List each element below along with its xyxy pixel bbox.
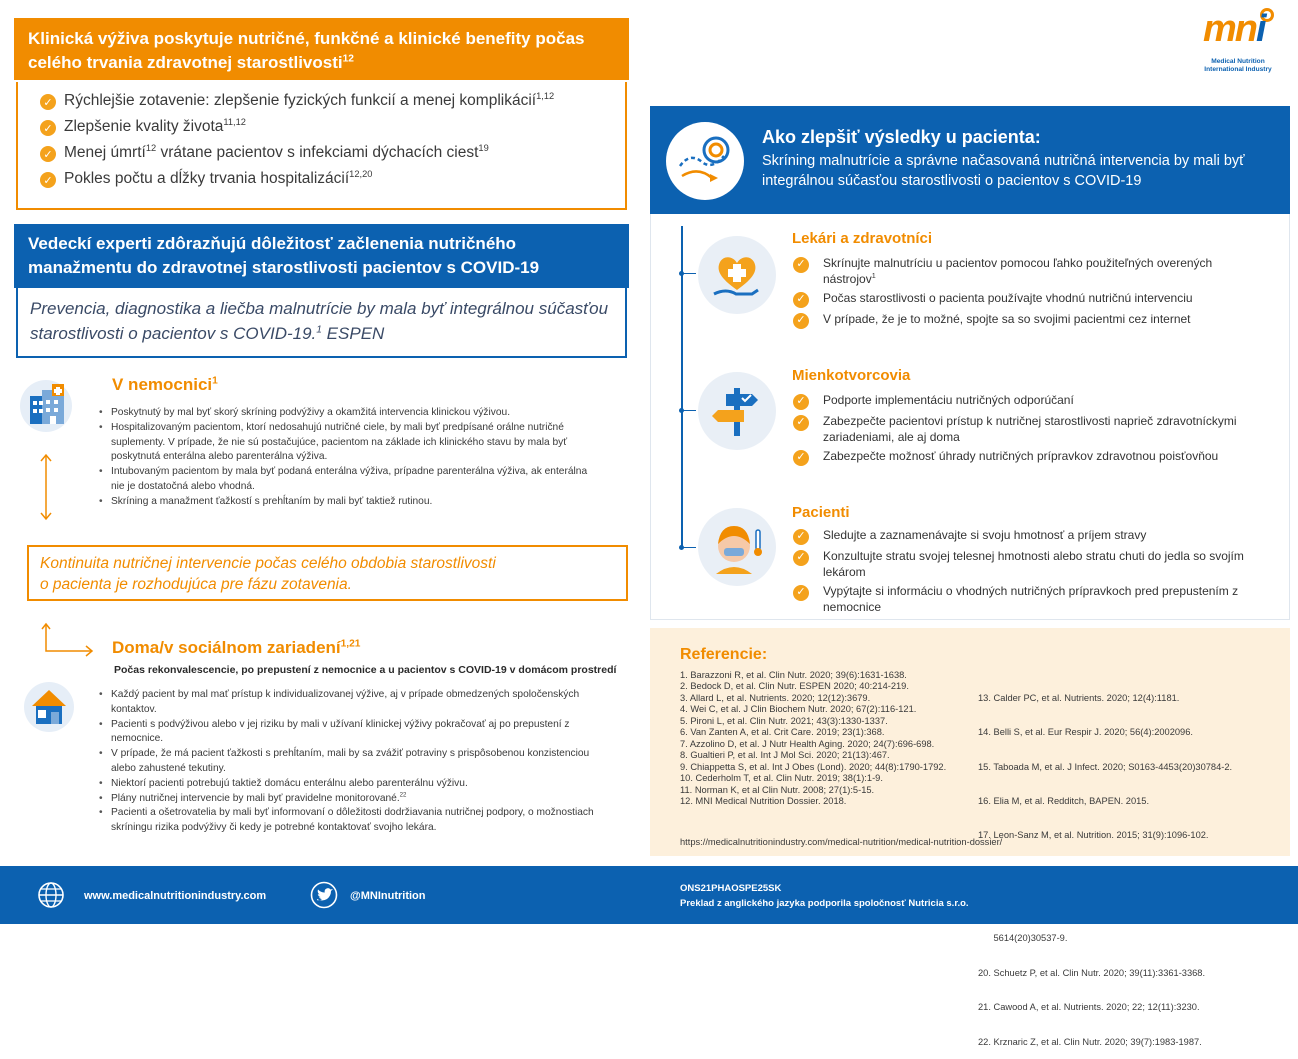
check-icon: ✓ — [793, 450, 809, 466]
benefit-item: ✓ Pokles počtu a dĺžky trvania hospitalizácií$^{12,20}$ — [40, 170, 625, 196]
check-icon: ✓ — [40, 94, 56, 110]
globe-icon — [37, 881, 65, 909]
reference-item: 22. Krznaric Z, et al. Clin Nutr. 2020; 39(7):1983-1987. — [978, 1036, 1202, 1047]
reference-item: 8. Gualtieri P, et al. Int J Mol Sci. 2020; 21(13):467. — [680, 750, 890, 761]
list-item: • Pacienti s podvýživou alebo v jej riziku by mali v užívaní klinickej výživy pokračovať aj po prepustení z nemocnice. — [97, 718, 612, 748]
reference-item: 1. Barazzoni R, et al. Clin Nutr. 2020; 39(6):1631-1638. — [680, 670, 907, 680]
reference-item: 20. Schuetz P, et al. Clin Nutr. 2020; 39(11):3361-3368. — [978, 967, 1206, 978]
outcomes-subtitle: Skríning malnutrície a správne načasovaná nutričná intervencia by mali byť integrálnou súčasťou starostlivosti o pacientov s COVID-19 — [762, 153, 1245, 189]
reference-item: 14. Belli S, et al. Eur Respir J. 2020; 56(4):2002096. — [978, 727, 1193, 738]
benefits-header-title: Klinická výživa poskytuje nutričné, funkčné a klinické benefity počas celého trvania zdravotnej starostlivosti — [28, 29, 585, 72]
opinion-leaders-list — [793, 393, 1263, 470]
heart-hand-icon — [698, 236, 776, 314]
list-item: • Skríning a manažment ťažkostí s prehĺtaním by mali byť taktiež rutinou. — [97, 495, 597, 510]
benefits-header: Klinická výživa poskytuje nutričné, funkčné a klinické benefity počas celého trvania zdravotnej starostlivosti$^{12}$ — [14, 18, 629, 80]
references-right — [978, 670, 1278, 1059]
translation-note: Preklad z anglického jazyka podporila spoločnosť Nutricia s.r.o. — [680, 898, 969, 909]
patient-icon — [698, 508, 776, 586]
continuity-note: Kontinuita nutričnej intervencie počas celého obdobia starostlivosti o pacienta je rozhodujúca pre fázu zotavenia. — [27, 545, 628, 601]
twitter-handle[interactable]: @MNInutrition — [350, 890, 426, 902]
timeline-connector — [682, 410, 696, 411]
twitter-icon — [310, 881, 338, 909]
check-icon: ✓ — [793, 292, 809, 308]
hospital-bullets — [97, 406, 597, 510]
reference-item: 5. Pironi L, et al. Clin Nutr. 2021; 43(3):1330-1337. — [680, 715, 888, 726]
list-item: ✓ V prípade, že je to možné, spojte sa so svojimi pacientmi cez internet — [793, 312, 1263, 329]
document-code: ONS21PHAOSPE25SK — [680, 883, 782, 894]
check-icon: ✓ — [793, 415, 809, 431]
list-item: • Intubovaným pacientom by mala byť podaná enterálna výživa, prípadne parenterálna výživa, ak enterálna nie je dostatočná alebo vhodná. — [97, 465, 597, 495]
reference-item: 16. Elia M, et al. Redditch, BAPEN. 2015. — [978, 795, 1150, 806]
espen-quote: Prevencia, diagnostika a liečba malnutrície by mala byť integrálnou súčasťou starostlivosti o pacientov s COVID-19.$^1$ ESPEN — [16, 288, 627, 358]
doctors-title: Lekári a zdravotníci — [792, 230, 933, 247]
list-item: ✓ Skrínujte malnutríciu u pacientov pomocou ľahko použiteľných overených nástrojov$^1$ — [793, 256, 1263, 287]
patients-list — [793, 528, 1263, 619]
dossier-link[interactable]: https://medicalnutritionindustry.com/medical-nutrition/medical-nutrition-dossier/ — [680, 837, 1003, 847]
reference-item: 10. Cederholm T, et al. Clin Nutr. 2019; 38(1):1-9. — [680, 773, 883, 784]
outcomes-title: Ako zlepšiť výsledky u pacienta: — [762, 127, 1041, 147]
check-icon: ✓ — [40, 172, 56, 188]
target-arrow-icon — [666, 122, 744, 200]
check-icon: ✓ — [793, 313, 809, 329]
home-title: Doma/v sociálnom zariadení$^{1,21}$ — [112, 638, 361, 657]
hospital-icon — [20, 380, 72, 432]
list-item: ✓ Vypýtajte si informáciu o vhodných nutričných prípravkoch pred prepustením z nemocnice — [793, 584, 1263, 615]
reference-item: 21. Cawood A, et al. Nutrients. 2020; 22; 12(11):3230. — [978, 1002, 1200, 1013]
benefits-list — [16, 82, 627, 210]
logo-wordmark: mni — [1203, 8, 1265, 50]
benefit-item: ✓ Menej úmrtí$^{12}$ vrátane pacientov s infekciami dýchacích ciest$^{19}$ — [40, 144, 625, 170]
list-item: • V prípade, že má pacient ťažkosti s prehĺtaním, mali by sa zvážiť potraviny s prispôsobenou konzistenciou alebo zahustené tekutiny. — [97, 747, 612, 777]
website-link[interactable]: www.medicalnutritionindustry.com — [84, 890, 267, 902]
patients-title: Pacienti — [792, 504, 850, 521]
home-subtitle: Počas rekonvalescencie, po prepustení z nemocnice a u pacientov s COVID-19 v domácom prostredí — [114, 664, 617, 676]
list-item: • Poskytnutý by mal byť skorý skríning podvýživy a okamžitá intervencia klinickou výživou. — [97, 406, 597, 421]
list-item: ✓ Konzultujte stratu svojej telesnej hmotnosti alebo stratu chuti do jedla so svojím lekárom — [793, 549, 1263, 580]
double-arrow-icon — [38, 452, 54, 522]
references-title: Referencie: — [680, 646, 768, 663]
list-item: • Niektorí pacienti potrebujú taktiež domácu enterálnu alebo parenterálnu výživu. — [97, 777, 612, 792]
list-item: • Hospitalizovaným pacientom, ktorí nedosahujú nutričné ciele, by mali byť predpísané orálne nutričné suplementy. V prípade, že nie sú postačujúce, pacientom na základe ich klinického stavu by mala byť poskytnutá enterálna alebo parenterálna výživa. — [97, 421, 597, 465]
reference-item: 13. Calder PC, et al. Nutrients. 2020; 12(4):1181. — [978, 692, 1180, 703]
reference-item: 9. Chiappetta S, et al. Int J Obes (Lond). 2020; 44(8):1790-1792. — [680, 761, 947, 772]
list-item: • Pacienti a ošetrovatelia by mali byť informovaní o dôležitosti dodržiavania nutričnej podpory, o možnostiach skríningu rizika podvýživy či kedy je potrebné kontaktovať svojho lekára. — [97, 806, 612, 836]
list-item: ✓ Počas starostlivosti o pacienta používajte vhodnú nutričnú intervenciu — [793, 291, 1263, 308]
list-item: ✓ Podporte implementáciu nutričných odporúčaní — [793, 393, 1263, 410]
list-item: • Každý pacient by mal mať prístup k individualizovanej výžive, aj v prípade obmedzených spoločenských kontaktov. — [97, 688, 612, 718]
reference-item: 4. Wei C, et al. J Clin Biochem Nutr. 2020; 67(2):116-121. — [680, 704, 917, 715]
logo-tagline: Medical Nutrition International Industry — [1204, 58, 1272, 73]
reference-item: 17. Leon-Sanz M, et al. Nutrition. 2015; 31(9):1096-102. — [978, 830, 1209, 841]
reference-item: 12. MNI Medical Nutrition Dossier. 2018. — [680, 795, 847, 806]
outcomes-header — [650, 106, 1290, 214]
check-icon: ✓ — [793, 585, 809, 601]
doctors-list — [793, 256, 1263, 333]
signpost-icon — [698, 372, 776, 450]
check-icon: ✓ — [793, 394, 809, 410]
opinion-leaders-title: Mienkotvorcovia — [792, 367, 911, 384]
benefit-item: ✓ Zlepšenie kvality života$^{11,12}$ — [40, 118, 625, 144]
check-icon: ✓ — [793, 550, 809, 566]
list-item: ✓ Sledujte a zaznamenávajte si svoju hmotnosť a príjem stravy — [793, 528, 1263, 545]
reference-item: 6. Van Zanten A, et al. Crit Care. 2019; 23(1):368. — [680, 727, 885, 738]
check-icon: ✓ — [40, 146, 56, 162]
list-item: ✓ Zabezpečte pacientovi prístup k nutričnej starostlivosti naprieč zdravotníckymi zariadeniami, ale aj doma — [793, 414, 1263, 445]
house-icon — [24, 682, 74, 732]
reference-item: 7. Azzolino D, et al. J Nutr Health Aging. 2020; 24(7):696-698. — [680, 738, 935, 749]
reference-item: 2. Bedock D, et al. Clin Nutr. ESPEN 2020; 40:214-219. — [680, 681, 909, 692]
experts-header: Vedeckí experti zdôrazňujú dôležitosť začlenenia nutričného manažmentu do zdravotnej starostlivosti pacientov s COVID-19 — [14, 224, 629, 288]
references-left — [680, 670, 970, 807]
hospital-title: V nemocnici$^1$ — [112, 375, 218, 394]
reference-item: 15. Taboada M, et al. J Infect. 2020; S0163-4453(20)30784-2. — [978, 761, 1233, 772]
check-icon: ✓ — [793, 257, 809, 273]
check-icon: ✓ — [793, 529, 809, 545]
timeline-connector — [682, 273, 696, 274]
elbow-arrow-icon — [40, 622, 96, 658]
reference-item: 5614(20)30537-9. — [978, 933, 1068, 944]
home-bullets — [97, 688, 612, 836]
check-icon: ✓ — [40, 120, 56, 136]
benefit-item: ✓ Rýchlejšie zotavenie: zlepšenie fyzických funkcií a menej komplikácií$^{1,12}$ — [40, 92, 625, 118]
list-item: • Plány nutričnej intervencie by mali byť pravidelne monitorované.$^{22}$ — [97, 792, 612, 807]
timeline-connector — [682, 547, 696, 548]
list-item: ✓ Zabezpečte možnosť úhrady nutričných prípravkov zdravotnou poisťovňou — [793, 449, 1263, 466]
reference-item: 11. Norman K, et al Clin Nutr. 2008; 27(1):5-15. — [680, 784, 875, 795]
footer — [0, 866, 1298, 924]
reference-item: 3. Allard L, et al. Nutrients. 2020; 12(12):3679. — [680, 692, 871, 703]
